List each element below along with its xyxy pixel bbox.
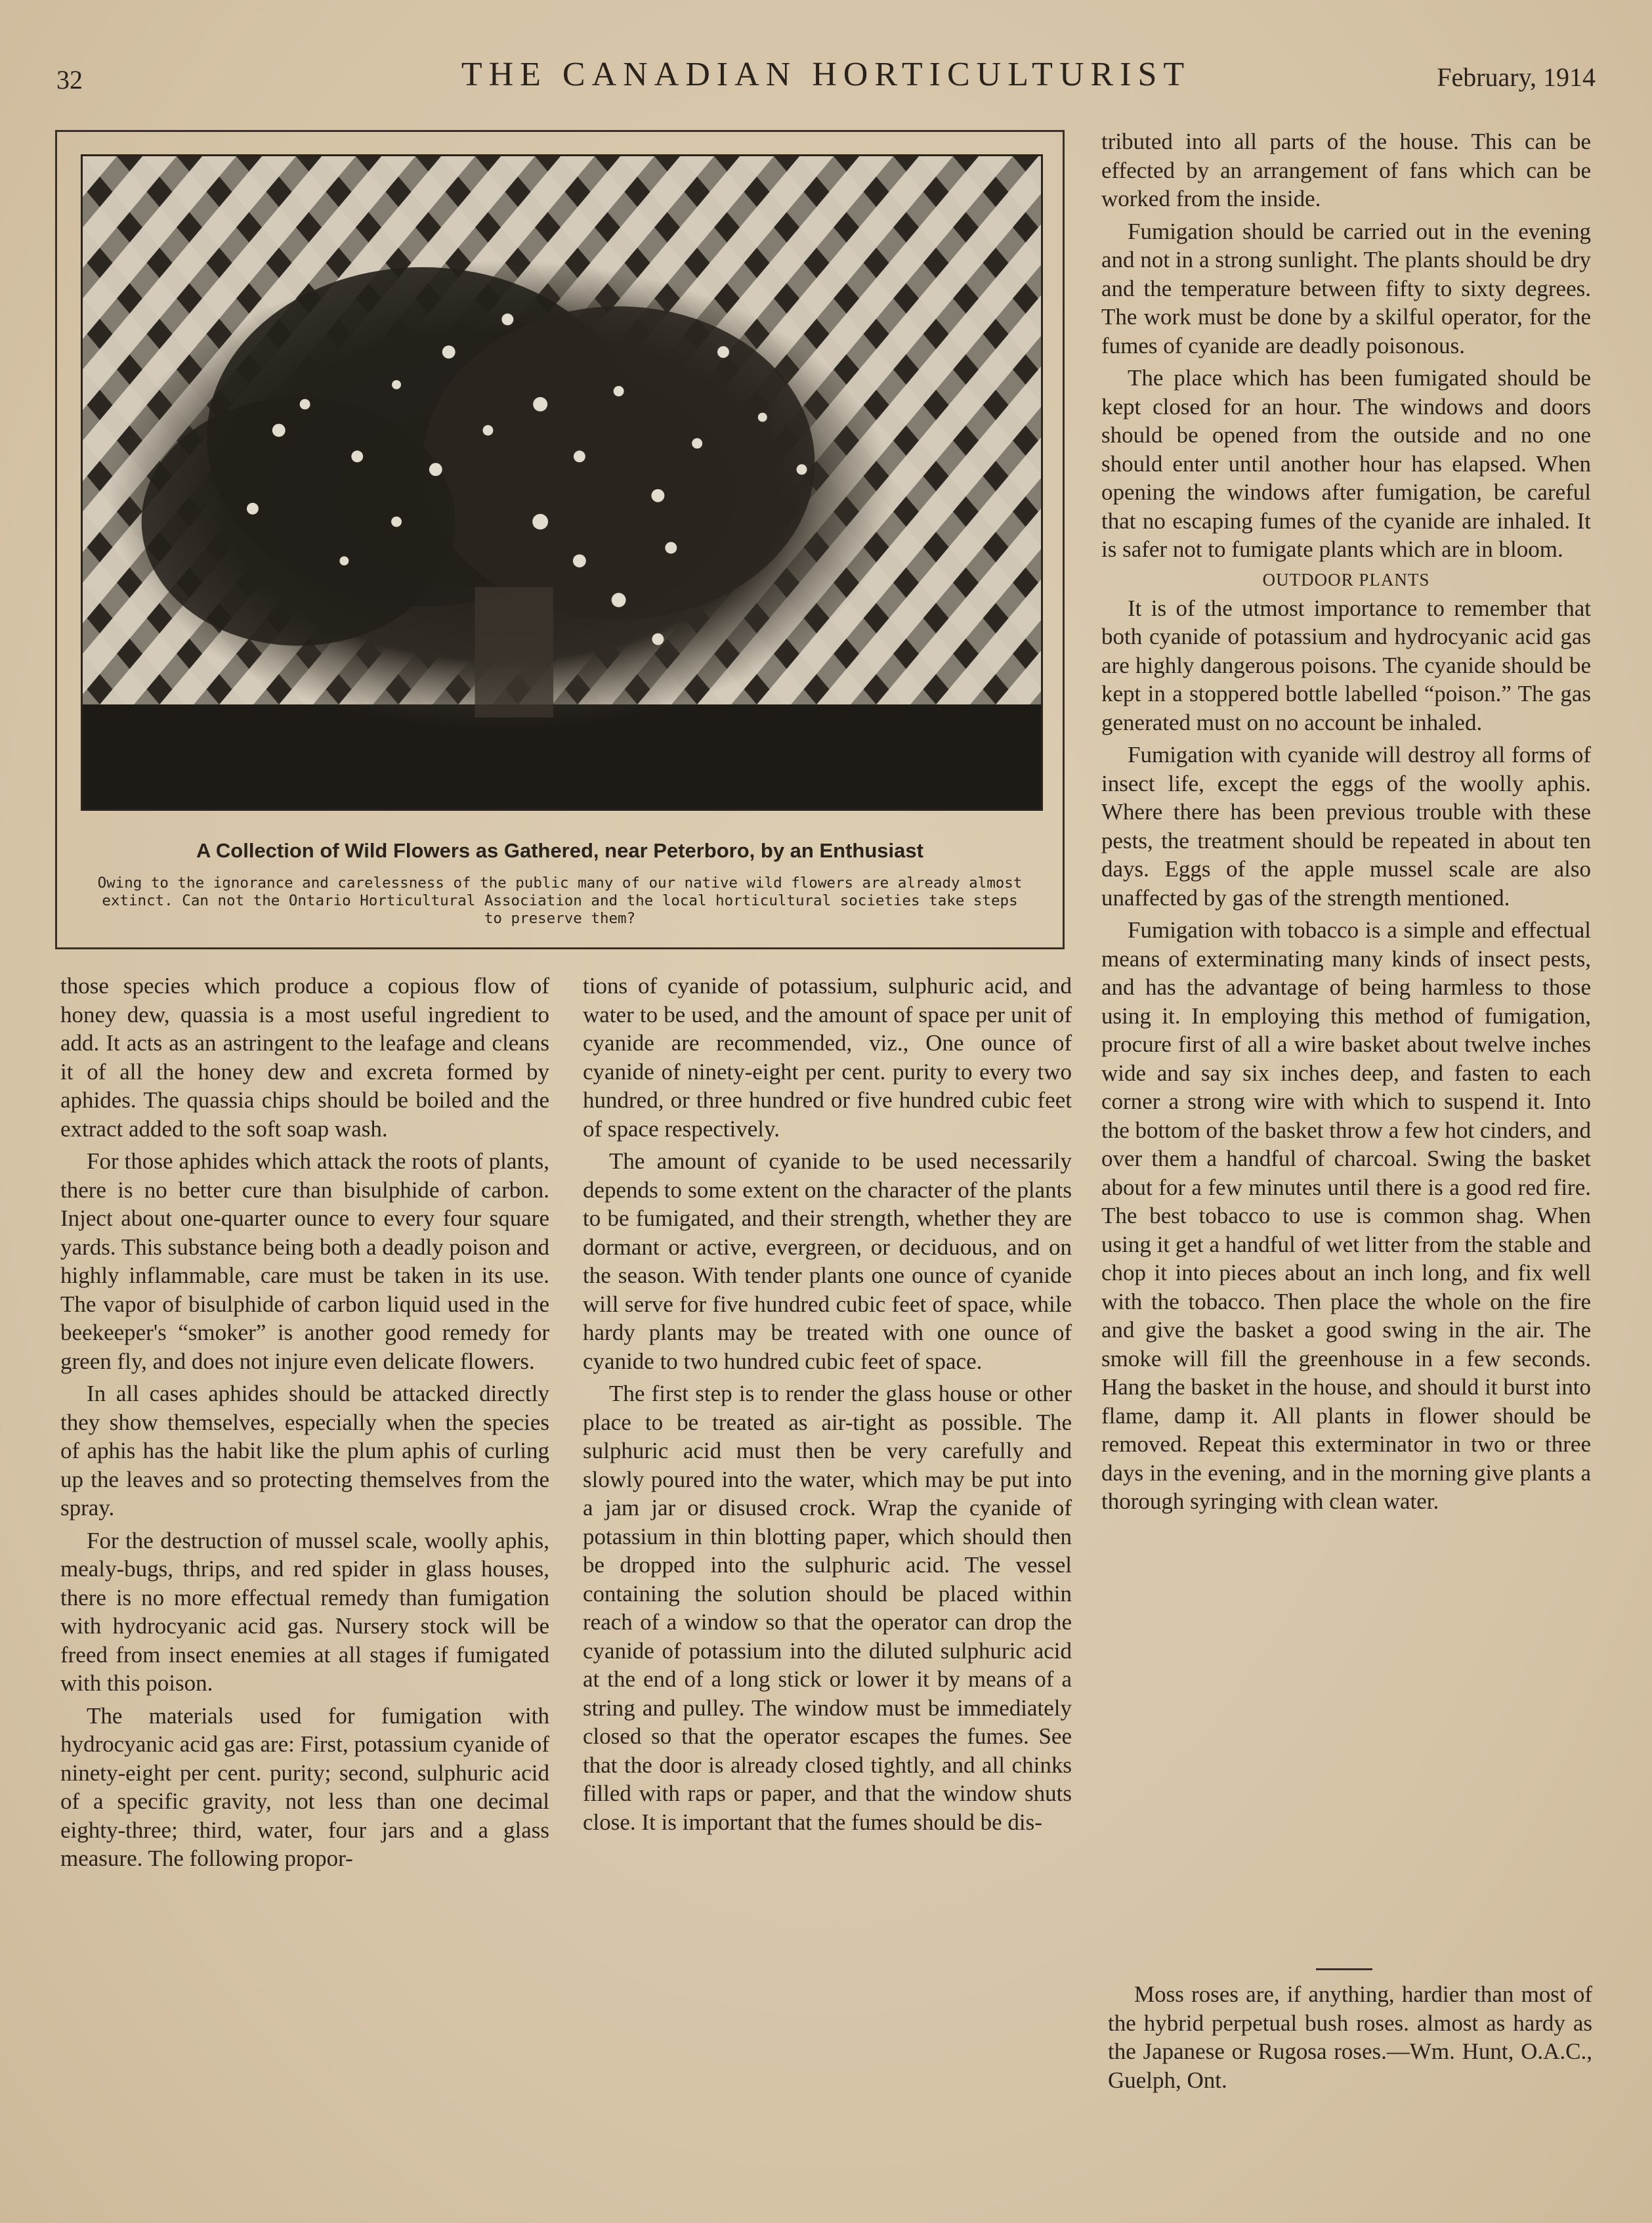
paragraph: The materials used for fumigation with hydrocyanic acid gas are: First, potassium cyanide of ninety-eight per cent. purity; second, sulphuric acid of a specific gravity, not less than one decimal eighty-three; third, water, four jars and a glass measure. The following propor- bbox=[60, 1702, 549, 1871]
section-divider bbox=[1316, 1968, 1372, 1970]
photo-illustration bbox=[83, 156, 1041, 809]
publication-title: THE CANADIAN HORTICULTURIST bbox=[461, 56, 1191, 93]
paragraph: Fumigation with tobacco is a simple and effectual means of exterminating many kinds of insect pests, and has the advantage of being harmless to those using it. In employing this method of fumigation, procure first of all a wire basket about twelve inches wide and say six inches deep, and fasten to each corner a strong wire with which to suspend it. Into the bottom of the basket throw a few hot cinders, and over them a handful of charcoal. Swing the basket about for a few minutes until there is a good red fire. The best tobacco to use is common shag. When using it get a handful of wet litter from the stable and chop it into pieces about an inch long, and fix well with the tobacco. Then place the whole on the fire and give the basket a good swing in the air. The smoke will fill the greenhouse in a few seconds. Hang the basket in the house, and should it burst into flame, damp it. All plants in flower should be removed. Repeat this exterminator in two or three days in the evening, and in the morning give plants a thorough syringing with clean water. bbox=[1101, 917, 1591, 1514]
page-number: 32 bbox=[56, 65, 83, 95]
issue-date: February, 1914 bbox=[1437, 62, 1596, 92]
paragraph: In all cases aphides should be attacked directly they show themselves, especially when the species of aphis has the habit like the plum aphis of curling up the leaves and so protecting themselves from the spray. bbox=[60, 1381, 549, 1521]
column-3 bbox=[1101, 127, 1591, 1520]
figure-caption-title: A Collection of Wild Flowers as Gathered, near Peterboro, by an Enthusiast bbox=[196, 839, 923, 862]
paragraph: The amount of cyanide to be used necessarily depends to some extent on the character of the plants to be fumigated, and their strength, whether they are dormant or active, evergreen, or deciduous, and on the season. With tender plants one ounce of cyanide will serve for five hundred cubic feet of space, while hardy plants may be treated with one ounce of cyanide to two hundred cubic feet of space. bbox=[583, 1148, 1072, 1374]
paragraph: The place which has been fumigated should be kept closed for an hour. The windows and doors should be opened from the outside and no one should enter until another hour has elapsed. When opening the windows after fumigation, be careful that no escaping fumes of the cyanide are inhaled. It is safer not to fumigate plants which are in bloom. bbox=[1101, 365, 1591, 562]
paragraph: tions of cyanide of potassium, sulphuric acid, and water to be used, and the amount of space per unit of cyanide are recommended, viz., One ounce of cyanide of ninety-eight per cent. purity to every two hundred, or three hundred or five hundred cubic feet of space respectively. bbox=[583, 973, 1072, 1142]
paragraph: For the destruction of mussel scale, woolly aphis, mealy-bugs, thrips, and red spider in glass houses, there is no more effectual remedy than fumigation with hydrocyanic acid gas. Nursery stock will be freed from insect enemies at all stages if fumigated with this poison. bbox=[60, 1527, 549, 1696]
paragraph: Moss roses are, if anything, hardier than most of the hybrid perpetual bush roses. almost as hardy as the Japanese or Rugosa roses.—Wm. Hunt, O.A.C., Guelph, Ont. bbox=[1108, 1981, 1592, 2093]
column-1 bbox=[60, 972, 549, 1877]
column-2 bbox=[583, 972, 1072, 1840]
section-heading: OUTDOOR PLANTS bbox=[1262, 569, 1430, 590]
paragraph: tributed into all parts of the house. This can be effected by an arrangement of fans which can be worked from the inside. bbox=[1101, 129, 1591, 211]
paragraph: For those aphides which attack the roots of plants, there is no better cure than bisulphide of carbon. Inject about one-quarter ounce to every four square yards. This substance being both a deadly poison and highly inflammable, care must be taken in its use. The vapor of bisulphide of carbon liquid used in the beekeeper's “smoker” is another good remedy for green fly, and does not injure even delicate flowers. bbox=[60, 1148, 549, 1374]
paragraph: those species which produce a copious flow of honey dew, quassia is a most useful ingredient to add. It acts as an astringent to the leafage and cleans it of all the honey dew and excreta formed by aphides. The quassia chips should be boiled and the extract added to the soft soap wash. bbox=[60, 973, 549, 1142]
closing-note bbox=[1108, 1980, 1592, 2098]
figure-box bbox=[55, 130, 1065, 949]
paragraph: The first step is to render the glass house or other place to be treated as air-tight as possible. The sulphuric acid must then be very carefully and slowly poured into the water, which may be put into a jam jar or disused crock. Wrap the cyanide of potassium in thin blotting paper, which should then be dropped into the sulphuric acid. The vessel containing the solution should be placed within reach of a window so that the operator can drop the cyanide of potassium into the diluted sulphuric acid at the end of a long stick or lower it by means of a string and pulley. The window must be immediately closed so that the operator escapes the fumes. See that the door is already closed tightly, and all chinks filled with raps or paper, and that the window shuts close. It is important that the fumes should be dis- bbox=[583, 1381, 1072, 1835]
figure-caption-text: Owing to the ignorance and carelessness of the public many of our native wild flowers are already almost extinct. Can not the Ontario Horticultural Association and the local horticultural societies take steps to preserve them? bbox=[97, 874, 1023, 927]
paragraph: Fumigation should be carried out in the evening and not in a strong sunlight. The plants should be dry and the temperature between fifty to sixty degrees. The work must be done by a skilful operator, for the fumes of cyanide are deadly poisonous. bbox=[1101, 218, 1591, 358]
wild-flowers-photo bbox=[81, 154, 1043, 811]
paragraph: It is of the utmost importance to remember that both cyanide of potassium and hydrocyanic acid gas are highly dangerous poisons. The cyanide should be kept in a stoppered bottle labelled “poison.” The gas generated must on no account be inhaled. bbox=[1101, 595, 1591, 735]
running-header bbox=[56, 55, 1596, 101]
paragraph: Fumigation with cyanide will destroy all forms of insect life, except the eggs of the woolly aphis. Where there has been previous trouble with these pests, the treatment should be repeated in about ten days. Eggs of the apple mussel scale are also unaffected by gas of the strength mentioned. bbox=[1101, 742, 1591, 911]
